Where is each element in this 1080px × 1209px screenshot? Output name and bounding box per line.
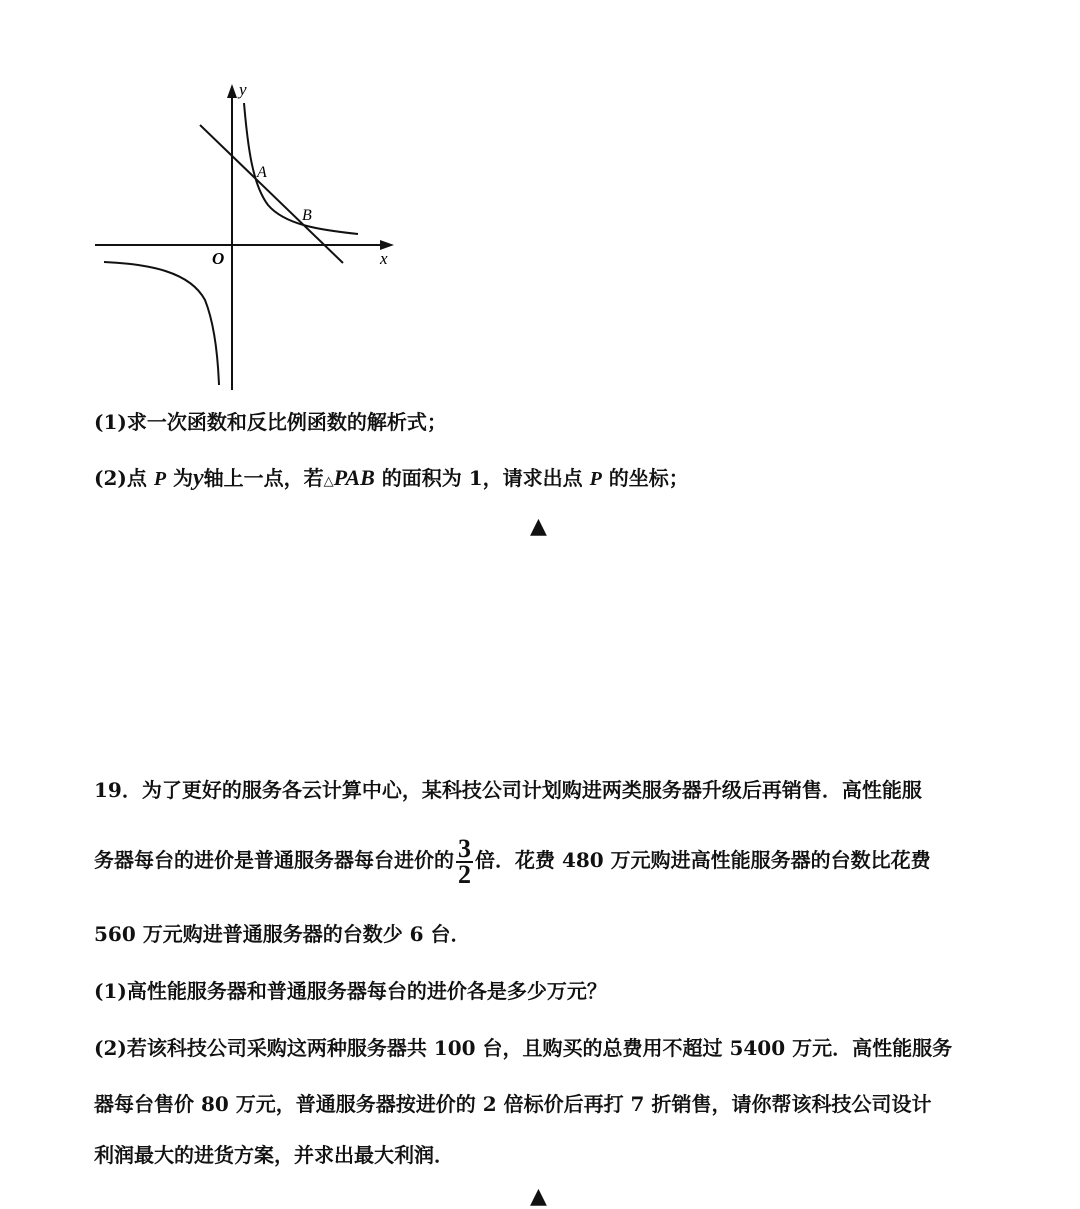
linear-function-line <box>200 125 343 263</box>
point-p-symbol: P <box>153 468 167 490</box>
q19-line1: 19．为了更好的服务各云计算中心，某科技公司计划购进两类服务器升级后再销售．高性能服 <box>94 778 922 802</box>
function-graph <box>0 0 420 400</box>
fraction-numerator: 3 <box>458 833 471 863</box>
q19-part2-line2: 器每台售价 80 万元，普通服务器按进价的 2 倍标价后再打 7 折销售，请你帮该科技公司设计 <box>94 1092 932 1116</box>
q19-part1: (1)高性能服务器和普通服务器每台的进价各是多少万元？ <box>94 979 607 1003</box>
hyperbola-branch-q3 <box>104 262 219 385</box>
q19-line3: 560 万元购进普通服务器的台数少 6 台． <box>94 922 471 946</box>
q18-part2-mid1: 为 <box>166 466 193 490</box>
q18-part1: (1)求一次函数和反比例函数的解析式； <box>94 410 447 434</box>
y-axis-label: y <box>239 80 247 99</box>
q18-part2-pre: (2)点 <box>94 466 154 490</box>
triangle-pab-symbol: PAB <box>333 465 375 490</box>
q18-part2 <box>94 464 689 496</box>
point-a-label: A <box>257 164 267 181</box>
fraction-three-halves <box>456 833 473 889</box>
q19-line2-pre: 务器每台的进价是普通服务器每台进价的 <box>94 848 454 872</box>
triangle-symbol: △ <box>323 474 334 489</box>
y-axis-arrow <box>227 84 237 98</box>
q18-part2-mid2: 轴上一点，若 <box>203 466 324 490</box>
point-p-symbol-2: P <box>589 468 602 490</box>
q19-line2 <box>94 834 931 887</box>
q19-part2-line3: 利润最大的进货方案，并求出最大利润． <box>94 1143 454 1167</box>
y-axis-symbol: y <box>193 465 204 491</box>
q18-part2-end: 的坐标； <box>601 466 689 490</box>
point-b-label: B <box>302 207 312 224</box>
x-axis-label: x <box>380 249 388 268</box>
fraction-denominator: 2 <box>458 859 471 889</box>
origin-label: O <box>212 249 225 268</box>
q19-part2-line1: (2)若该科技公司采购这两种服务器共 100 台，且购买的总费用不超过 5400 万元．高性能服务 <box>94 1036 953 1060</box>
answer-marker-1: ▲ <box>530 514 547 539</box>
answer-marker-2: ▲ <box>530 1184 547 1209</box>
q18-part2-mid3: 的面积为 1，请求出点 <box>374 466 590 490</box>
q19-line2-post: 倍．花费 480 万元购进高性能服务器的台数比花费 <box>475 848 931 872</box>
